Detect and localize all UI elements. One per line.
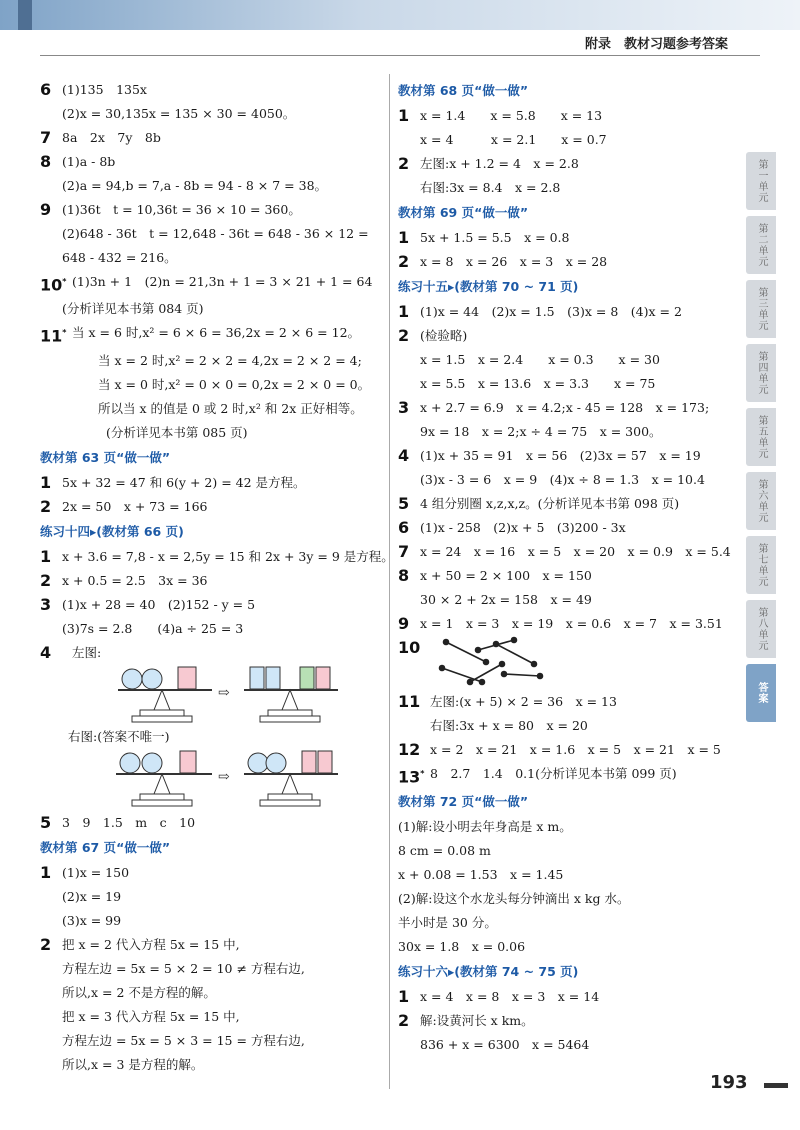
- q-number: 6: [40, 80, 52, 99]
- balance-scale-icon: [116, 751, 212, 806]
- svg-text:⇨: ⇨: [218, 768, 230, 785]
- tab-unit-2[interactable]: 第二单元: [746, 216, 776, 274]
- section-title: 教材第 69 页“做一做”: [398, 205, 529, 220]
- q8: 8 (1)a - 8b: [40, 152, 116, 171]
- tab-unit-5[interactable]: 第五单元: [746, 408, 776, 466]
- q9: 9 (1)36t t = 10,36t = 36 × 10 = 360。: [40, 200, 301, 219]
- page-number: 193: [710, 1072, 748, 1093]
- q6: 6 (1)135 135x: [40, 78, 380, 102]
- tab-answers[interactable]: 答案: [746, 664, 776, 722]
- tab-unit-4[interactable]: 第四单元: [746, 344, 776, 402]
- tab-unit-8[interactable]: 第八单元: [746, 600, 776, 658]
- matching-lines-diagram: [438, 636, 548, 686]
- section-title: 教材第 68 页“做一做”: [398, 83, 529, 98]
- tab-unit-6[interactable]: 第六单元: [746, 472, 776, 530]
- top-color-band: [0, 0, 800, 30]
- section-title: 教材第 72 页“做一做”: [398, 794, 529, 810]
- balance-figure-right: [100, 749, 380, 811]
- column-divider: [389, 74, 390, 1089]
- q11: 11* 当 x = 6 时,x² = 6 × 6 = 36,2x = 2 × 6 = 12。: [40, 325, 361, 346]
- page-header: 附录 教材习题参考答案: [584, 37, 728, 52]
- section-title: 练习十六▸(教材第 74 ~ 75 页): [398, 964, 579, 980]
- left-column: 6 (1)135 135x (2)x = 30,135x = 135 × 30 = 4050。 7 8a 2x 7y 8b 8 (1)a - 8b (2)a = 94,b = 7,a - 8b = 94 - 8 × 7 = 38。 9 (1)36t t = 10,36t = 36 × 10 = 360。 (2)648 - 36t t = 12,648 - 36t = 648 - 36 × 12 = 648 - 432 = 216。 10* (1)3n + 1 (2)n = 21,3n + 1 = 3 × 21 + 1 = 64 (分析详见本书第 084 页) 11* 当 x = 6 时,x² = 6 × 6 = 36,2x = 2 × 6 = 12。 当 x = 2 时,x² = 2 × 2 = 4,2x = 2 × 2 = 4; 当 x = 0 时,x² = 0 × 0 = 0,2x = 2 × 0 = 0。 所以当 x 的值是 0 或 2 时,x² 和 2x 正好相等。 (分析详见本书第 085 页) 教材第 63 页“做一做” 1 5x + 32 = 47 和 6(y + 2) = 42 是方程。 2 2x = 50 x + 73 = 166 练习十四▸(教材第 66 页) 1 x + 3.6 = 7,8 - x = 2,5y = 15 和 2x + 3y = 9 是方程。 2 x + 0.5 = 2.5 3x = 36 3 (1)x + 28 = 40 (2)152 - y = 5 (3)7s = 2.8 (4)a ÷ 25 = 3 4 左图: ⇨ 右图:(答案不唯一) ⇨ 5 3 9 1.5 m c 10 教材第 67 页“做一做” 1 (1)x = 150 (2)x = 19 (3)x = 99 2 把 x = 2 代入方程 5x = 15 中, 方程左边 = 5x = 5 × 2 = 10 ≠ 方程右边, 所以,x = 2 不是方程的解。 把 x = 3 代入方程 5x = 15 中, 方程左边 = 5x = 5 × 3 = 15 = 方程右边, 所以,x = 3 是方程的解。: [40, 80, 394, 1072]
- tab-unit-3[interactable]: 第三单元: [746, 280, 776, 338]
- tab-unit-7[interactable]: 第七单元: [746, 536, 776, 594]
- balance-scale-icon: [244, 667, 338, 722]
- section-title: 练习十五▸(教材第 70 ~ 71 页): [398, 279, 579, 294]
- q7: 7 8a 2x 7y 8b: [40, 128, 161, 147]
- q10-diagram: 10: [398, 636, 728, 690]
- section-title: 练习十四▸(教材第 66 页): [40, 523, 184, 539]
- balance-scale-icon: [118, 667, 212, 722]
- section-title: 教材第 63 页“做一做”: [40, 449, 171, 465]
- section-title: 教材第 67 页“做一做”: [40, 839, 171, 855]
- right-column: 教材第 68 页“做一做” 1 x = 1.4 x = 5.8 x = 13 x = 4 x = 2.1 x = 0.7 2 左图:x + 1.2 = 4 x = 2.8 右图:3x = 8.4 x = 2.8 教材第 69 页“做一做” 1 5x + 1.5 = 5.5 x = 0.8 2 x = 8 x = 26 x = 3 x = 28 练习十五▸(教材第 70 ~ 71 页) 1 (1)x = 44 (2)x = 1.5 (3)x = 8 (4)x = 2 2 (检验略) x = 1.5 x = 2.4 x = 0.3 x = 30 x = 5.5 x = 13.6 x = 3.3 x = 75 3 x + 2.7 = 6.9 x = 4.2;x - 45 = 128 x = 173; 9x = 18 x = 2;x ÷ 4 = 75 x = 300。 4 (1)x + 35 = 91 x = 56 (2)3x = 57 x = 19 (3)x - 3 = 6 x = 9 (4)x ÷ 8 = 1.3 x = 10.4 5 4 组分别圈 x,z,x,z。(分析详见本书第 098 页) 6 (1)x - 258 (2)x + 5 (3)200 - 3x 7 x = 24 x = 16 x = 5 x = 20 x = 0.9 x = 5.4 8 x + 50 = 2 × 100 x = 150 30 × 2 + 2x = 158 x = 49 9 x = 1 x = 3 x = 19 x = 0.6 x = 7 x = 3.51 10 11 左图:(x + 5) × 2 = 36 x = 13 右图:3x + x = 80 x = 20 12 x = 2 x = 21 x = 1.6 x = 5 x = 21 x = 5 13* 8 2.7 1.4 0.1(分析详见本书第 099 页) 教材第 72 页“做一做” (1)解:设小明去年身高是 x m。 8 cm = 0.08 m x + 0.08 = 1.53 x = 1.45 (2)解:设这个水龙头每分钟滴出 x kg 水。 半小时是 30 分。 30x = 1.8 x = 0.06 练习十六▸(教材第 74 ~ 75 页) 1 x = 4 x = 8 x = 3 x = 14 2 解:设黄河长 x km。 836 + x = 6300 x = 5464: [398, 78, 728, 1057]
- balance-scale-diagram: [100, 665, 370, 725]
- balance-scale-icon: [244, 751, 338, 806]
- balance-scale-diagram: [100, 749, 370, 811]
- q10: 10* (1)3n + 1 (2)n = 21,3n + 1 = 3 × 21 + 1 = 64: [40, 274, 373, 295]
- header-rule: [40, 55, 760, 56]
- balance-figure-left: [100, 665, 380, 725]
- top-corner-block: [18, 0, 32, 30]
- tab-unit-1[interactable]: 第一单元: [746, 152, 776, 210]
- unit-tabs: [746, 152, 776, 728]
- page-number-bar: [764, 1083, 788, 1088]
- svg-text:⇨: ⇨: [218, 684, 230, 701]
